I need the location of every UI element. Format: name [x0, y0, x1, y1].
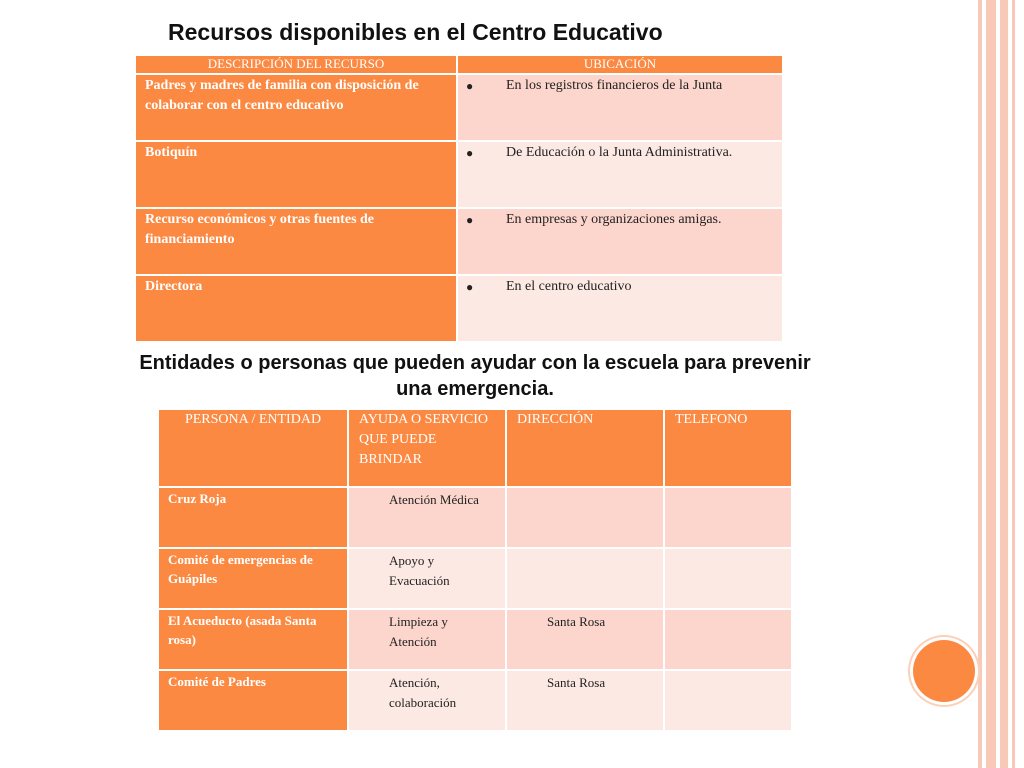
address-cell: Santa Rosa: [506, 609, 664, 670]
table-header-row: [135, 55, 783, 74]
entity-cell: Comité de emergencias de Guápiles: [158, 548, 348, 609]
table-header-row: [158, 409, 792, 487]
bullet-icon: ●: [466, 79, 474, 93]
header-descripcion: DESCRIPCIÓN DEL RECURSO: [135, 55, 457, 74]
header-ubicacion: UBICACIÓN: [457, 55, 783, 74]
header-direccion: DIRECCIÓN: [506, 409, 664, 487]
table-row: [135, 141, 783, 208]
table-row: [158, 487, 792, 548]
resources-title: Recursos disponibles en el Centro Educativo: [168, 19, 663, 45]
phone-cell: [664, 487, 792, 548]
table-row: [135, 208, 783, 275]
phone-cell: [664, 548, 792, 609]
entity-cell: Cruz Roja: [158, 487, 348, 548]
address-cell: [506, 548, 664, 609]
table-row: [158, 670, 792, 731]
phone-cell: [664, 670, 792, 731]
header-ayuda-servicio: AYUDA O SERVICIO QUE PUEDE BRINDAR: [348, 409, 506, 487]
phone-cell: [664, 609, 792, 670]
entities-title: Entidades o personas que pueden ayudar con la escuela para prevenir una emergencia.: [139, 352, 811, 400]
bullet-icon: ●: [466, 213, 474, 227]
location-cell: ● De Educación o la Junta Administrativa.: [457, 141, 783, 208]
resources-table: [134, 54, 784, 343]
address-cell: Santa Rosa: [506, 670, 664, 731]
help-cell: Limpieza y Atención: [348, 609, 506, 670]
entity-cell: El Acueducto (asada Santa rosa): [158, 609, 348, 670]
location-cell: ● En empresas y organizaciones amigas.: [457, 208, 783, 275]
table-row: [135, 275, 783, 342]
bullet-icon: ●: [466, 146, 474, 160]
table-row: [158, 609, 792, 670]
entity-cell: Comité de Padres: [158, 670, 348, 731]
address-cell: [506, 487, 664, 548]
header-persona-entidad: PERSONA / ENTIDAD: [158, 409, 348, 487]
help-cell: Atención, colaboración: [348, 670, 506, 731]
help-cell: Atención Médica: [348, 487, 506, 548]
help-cell: Apoyo y Evacuación: [348, 548, 506, 609]
header-telefono: TELEFONO: [664, 409, 792, 487]
table-row: [135, 74, 783, 141]
bullet-icon: ●: [466, 280, 474, 294]
resource-cell: Padres y madres de familia con disposición de colaborar con el centro educativo: [135, 74, 457, 141]
decorative-border: [978, 0, 1024, 768]
location-cell: ● En el centro educativo: [457, 275, 783, 342]
resource-cell: Recurso económicos y otras fuentes de financiamiento: [135, 208, 457, 275]
resource-cell: Botiquín: [135, 141, 457, 208]
entities-table: [157, 408, 793, 732]
location-cell: ● En los registros financieros de la Junta: [457, 74, 783, 141]
resource-cell: Directora: [135, 275, 457, 342]
decorative-circle: [913, 640, 975, 702]
table-row: [158, 548, 792, 609]
